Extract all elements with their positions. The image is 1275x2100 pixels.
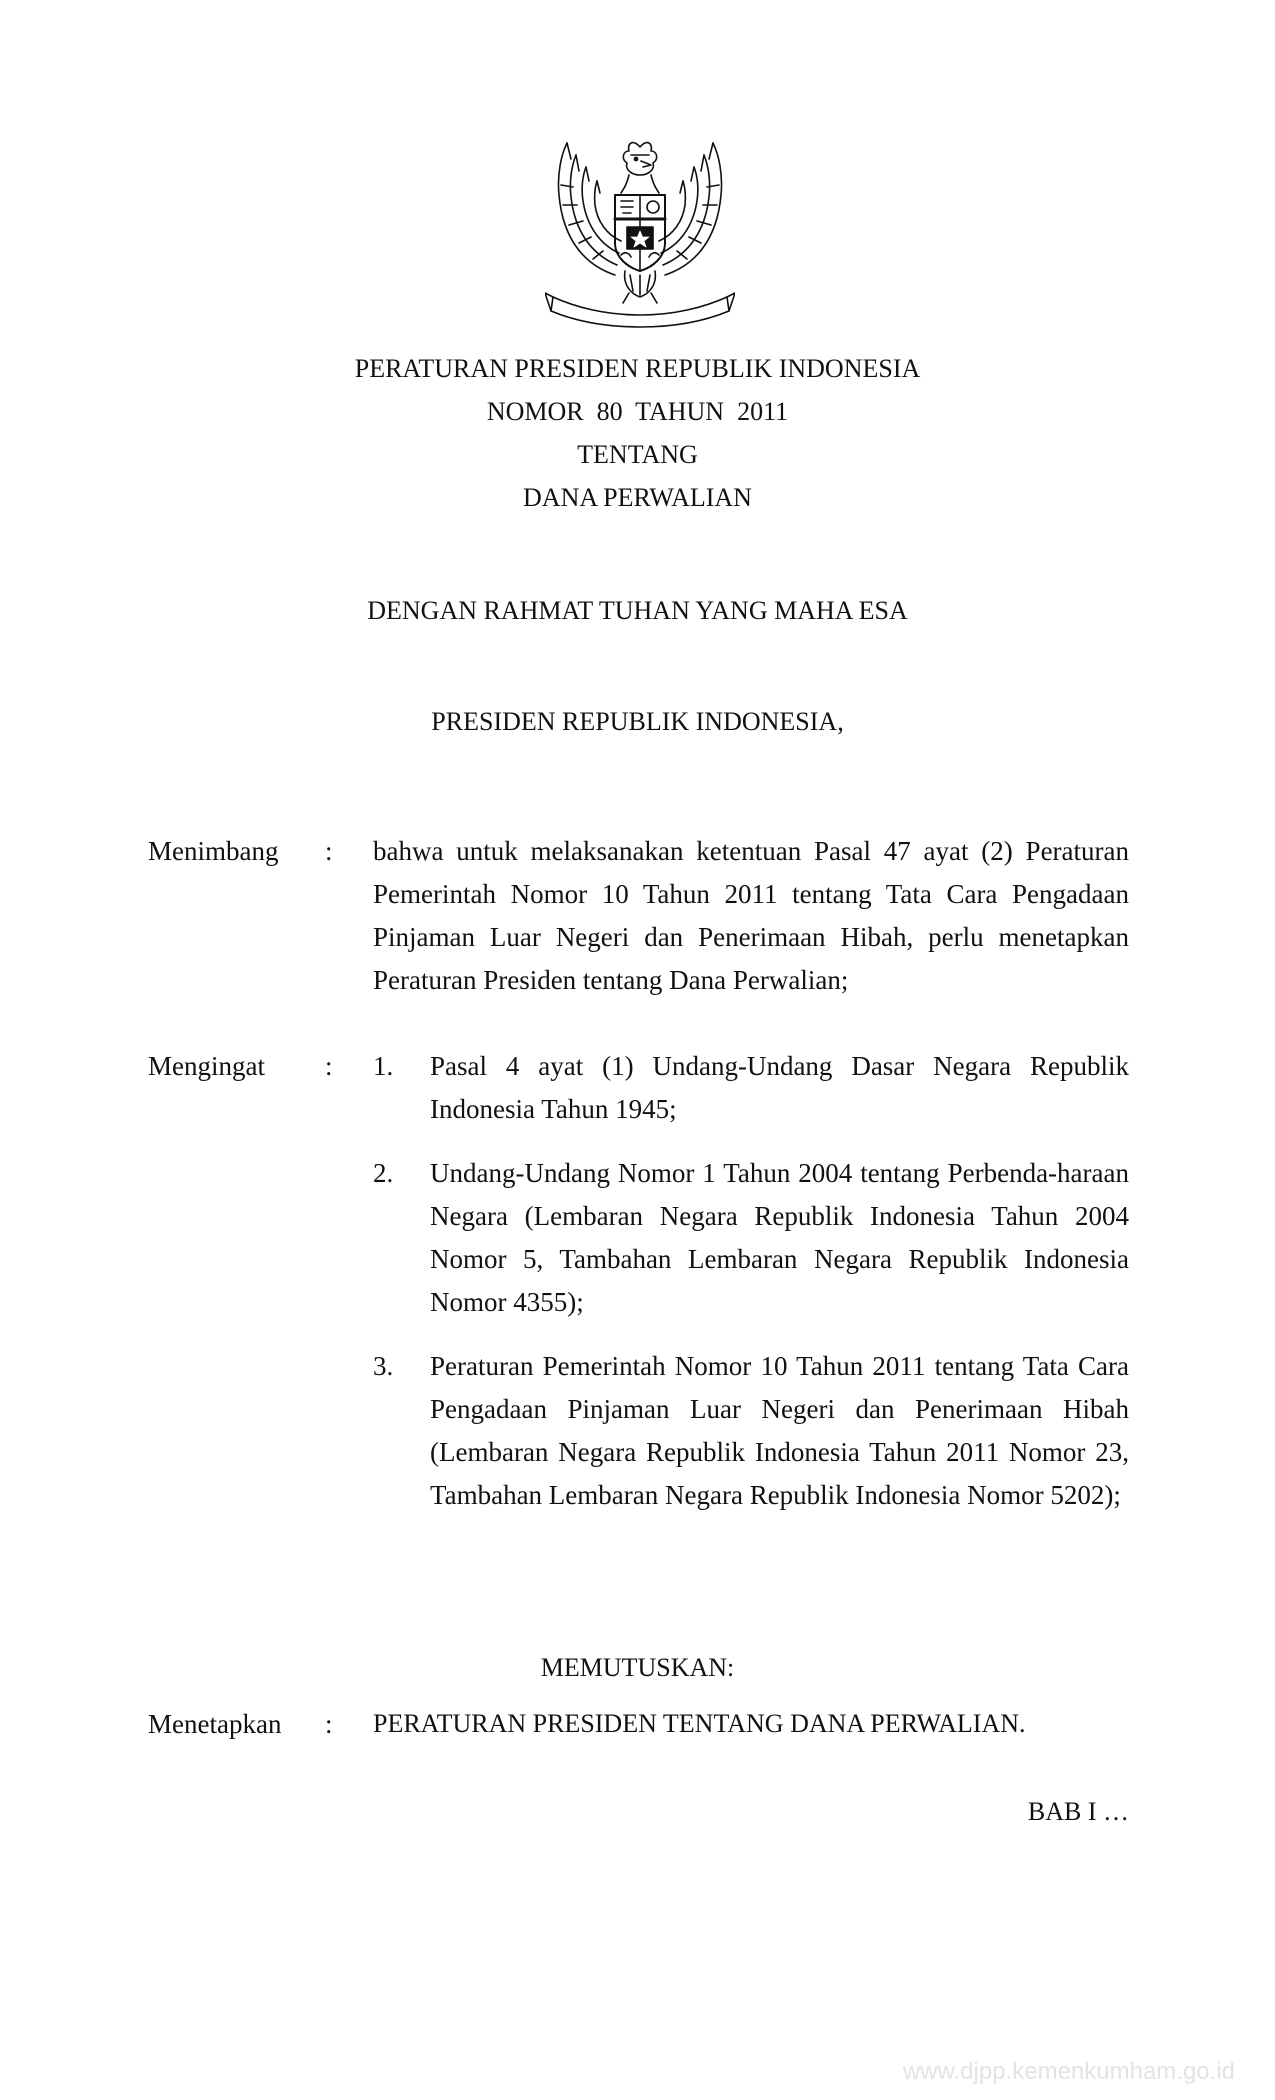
president-heading: PRESIDEN REPUBLIK INDONESIA, (431, 707, 844, 736)
menimbang-colon: : (325, 836, 333, 866)
title-line-4: DANA PERWALIAN (523, 483, 752, 512)
mengingat-colon: : (325, 1051, 333, 1081)
menetapkan-label: Menetapkan (148, 1709, 282, 1739)
next-page-reference: BAB I … (1027, 1797, 1129, 1826)
title-line-3: TENTANG (577, 440, 698, 469)
mengingat-item-text: Pasal 4 ayat (1) Undang-Undang Dasar Negara Republik Indonesia Tahun 1945; (430, 1051, 1129, 1124)
garuda-emblem-icon (545, 125, 735, 330)
menimbang-text: bahwa untuk melaksanakan ketentuan Pasal 47 ayat (2) Peraturan Pemerintah Nomor 10 Tahun 2011 tentang Tata Cara Pengadaan Pinjaman Luar Negeri dan Penerimaan Hibah, perlu menetapkan Peraturan Presiden tentang Dana Perwalian; (373, 836, 1129, 995)
menetapkan-text: PERATURAN PRESIDEN TENTANG DANA PERWALIAN. (373, 1709, 1026, 1738)
invocation: DENGAN RAHMAT TUHAN YANG MAHA ESA (367, 596, 908, 625)
menimbang-label: Menimbang (148, 836, 279, 866)
mengingat-item-text: Peraturan Pemerintah Nomor 10 Tahun 2011 tentang Tata Cara Pengadaan Pinjaman Luar Negeri dan Penerimaan Hibah (Lembaran Negara Republik Indonesia Tahun 2011 Nomor 23, Tambahan Lembaran Negara Republik Indonesia Nomor 5202); (430, 1351, 1129, 1510)
memutuskan-heading: MEMUTUSKAN: (540, 1653, 735, 1682)
mengingat-item-number: 1. (373, 1051, 394, 1081)
mengingat-item-number: 2. (373, 1158, 394, 1188)
mengingat-item-number: 3. (373, 1351, 394, 1381)
title-line-2: NOMOR 80 TAHUN 2011 (486, 397, 789, 426)
mengingat-label: Mengingat (148, 1051, 265, 1081)
menetapkan-colon: : (325, 1709, 333, 1739)
watermark: www.djpp.kemenkumham.go.id (902, 2058, 1235, 2085)
mengingat-item-text: Undang-Undang Nomor 1 Tahun 2004 tentang Perbenda-haraan Negara (Lembaran Negara Republik Indonesia Tahun 2004 Nomor 5, Tambahan Lembaran Negara Republik Indonesia Nomor 4355); (430, 1158, 1129, 1317)
title-line-1: PERATURAN PRESIDEN REPUBLIK INDONESIA (354, 354, 921, 383)
